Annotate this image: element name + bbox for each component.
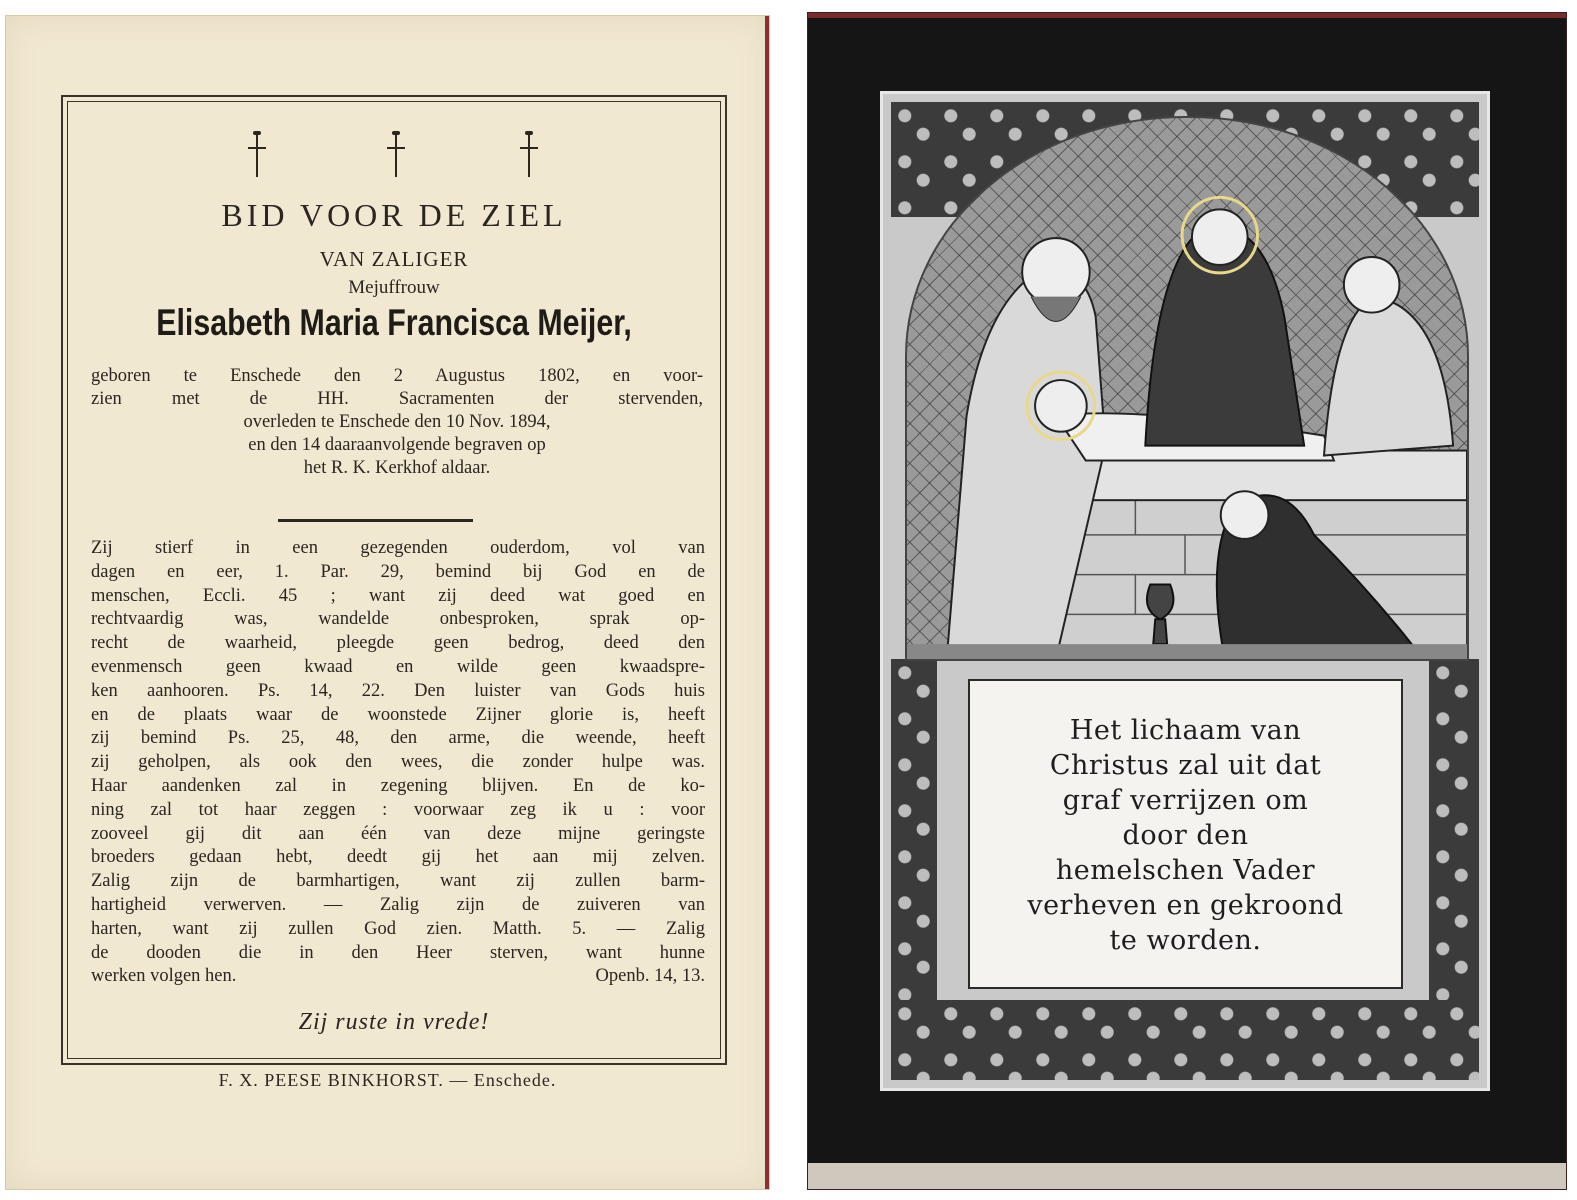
text-line: Zij stierf in een gezegenden ouderdom, vol van bbox=[91, 538, 705, 558]
card-subtitle: VAN ZALIGER bbox=[319, 247, 469, 271]
text-line: rechtvaardig was, wandelde onbesproken, sprak op- bbox=[91, 609, 705, 630]
bio-line: en den 14 daaraanvolgende begraven op bbox=[248, 435, 546, 455]
verse-line: door den bbox=[1122, 820, 1249, 851]
crosses-row bbox=[63, 133, 725, 183]
text-line: dagen en eer, 1. Par. 29, bemind bij God en de bbox=[91, 561, 705, 582]
ornamental-panel bbox=[880, 91, 1490, 1091]
cross-icon bbox=[246, 133, 268, 181]
text-line: harten, want zij zullen God zien. Matth. 5. — Zalig bbox=[91, 918, 705, 939]
illustration-figures bbox=[907, 118, 1467, 659]
text-line: en de plaats waar de woonstede Zijner glorie is, heeft bbox=[91, 704, 705, 725]
memorial-card-text-side bbox=[5, 15, 770, 1190]
bio-line: overleden te Enschede den 10 Nov. 1894, bbox=[243, 412, 551, 432]
text-line: zooveel gij dit aan één van deze mijne geringste bbox=[91, 823, 705, 844]
verse-line: verheven en gekroond bbox=[1027, 890, 1344, 921]
verse-line: graf verrijzen om bbox=[1062, 785, 1309, 816]
text-line-end: werken volgen hen. bbox=[91, 966, 237, 987]
text-line: Haar aandenken zal in zegening blijven. En de ko- bbox=[91, 775, 705, 796]
verse-line: hemelschen Vader bbox=[1055, 855, 1316, 886]
text-frame bbox=[61, 95, 727, 1065]
text-line: evenmensch geen kwaad en wilde geen kwaadspre- bbox=[91, 656, 705, 677]
biography bbox=[91, 365, 703, 480]
entombment-illustration bbox=[905, 116, 1469, 661]
text-line: zij bemind Ps. 25, 48, den arme, die weende, heeft bbox=[91, 728, 705, 749]
text-line: ken aanhooren. Ps. 14, 22. Den luister van Gods huis bbox=[91, 680, 705, 701]
text-line: ning zal tot haar zeggen : voorwaar zeg ik u : voor bbox=[91, 799, 705, 820]
divider bbox=[278, 519, 473, 522]
bio-line: het R. K. Kerkhof aldaar. bbox=[303, 458, 491, 478]
card-title: BID VOOR DE ZIEL bbox=[221, 197, 567, 233]
text-line: menschen, Eccli. 45 ; want zij deed wat goed en bbox=[91, 585, 705, 606]
closing-prayer: Zij ruste in vrede! bbox=[298, 1009, 490, 1035]
text-line: recht de waarheid, pleegde geen bedrog, deed den bbox=[91, 633, 705, 654]
text-line: de dooden die in den Heer sterven, want hunne bbox=[91, 942, 705, 963]
scripture-reference: Openb. 14, 13. bbox=[595, 966, 705, 987]
printer-credit: F. X. PEESE BINKHORST. — Enschede. bbox=[218, 1070, 557, 1090]
text-line: broeders gedaan hebt, deedt gij het aan mij zelven. bbox=[91, 847, 705, 868]
text-line: zij geholpen, als ook den wees, die zonder hulpe was. bbox=[91, 752, 705, 773]
scripture-text bbox=[91, 537, 705, 989]
bio-line: geboren te Enschede den 2 Augustus 1802, en voor- bbox=[91, 366, 703, 386]
ornament-border-bottom bbox=[891, 1000, 1479, 1080]
text-line: hartigheid verwerven. — Zalig zijn de zuiveren van bbox=[91, 894, 705, 915]
cross-icon bbox=[518, 133, 540, 181]
bio-line: zien met de HH. Sacramenten der stervenden, bbox=[91, 389, 703, 409]
verse-text bbox=[970, 713, 1401, 958]
verse-box bbox=[968, 679, 1403, 989]
text-line-last bbox=[91, 965, 705, 989]
honorific: Mejuffrouw bbox=[348, 277, 440, 298]
verse-line: Christus zal uit dat bbox=[1049, 750, 1322, 781]
text-line: Zalig zijn de barmhartigen, want zij zullen barm- bbox=[91, 871, 705, 892]
verse-line: te worden. bbox=[1109, 925, 1262, 956]
deceased-name: Elisabeth Maria Francisca Meijer, bbox=[156, 302, 632, 343]
verse-line: Het lichaam van bbox=[1069, 715, 1302, 746]
cross-icon bbox=[385, 133, 407, 181]
memorial-card-image-side bbox=[807, 12, 1567, 1190]
